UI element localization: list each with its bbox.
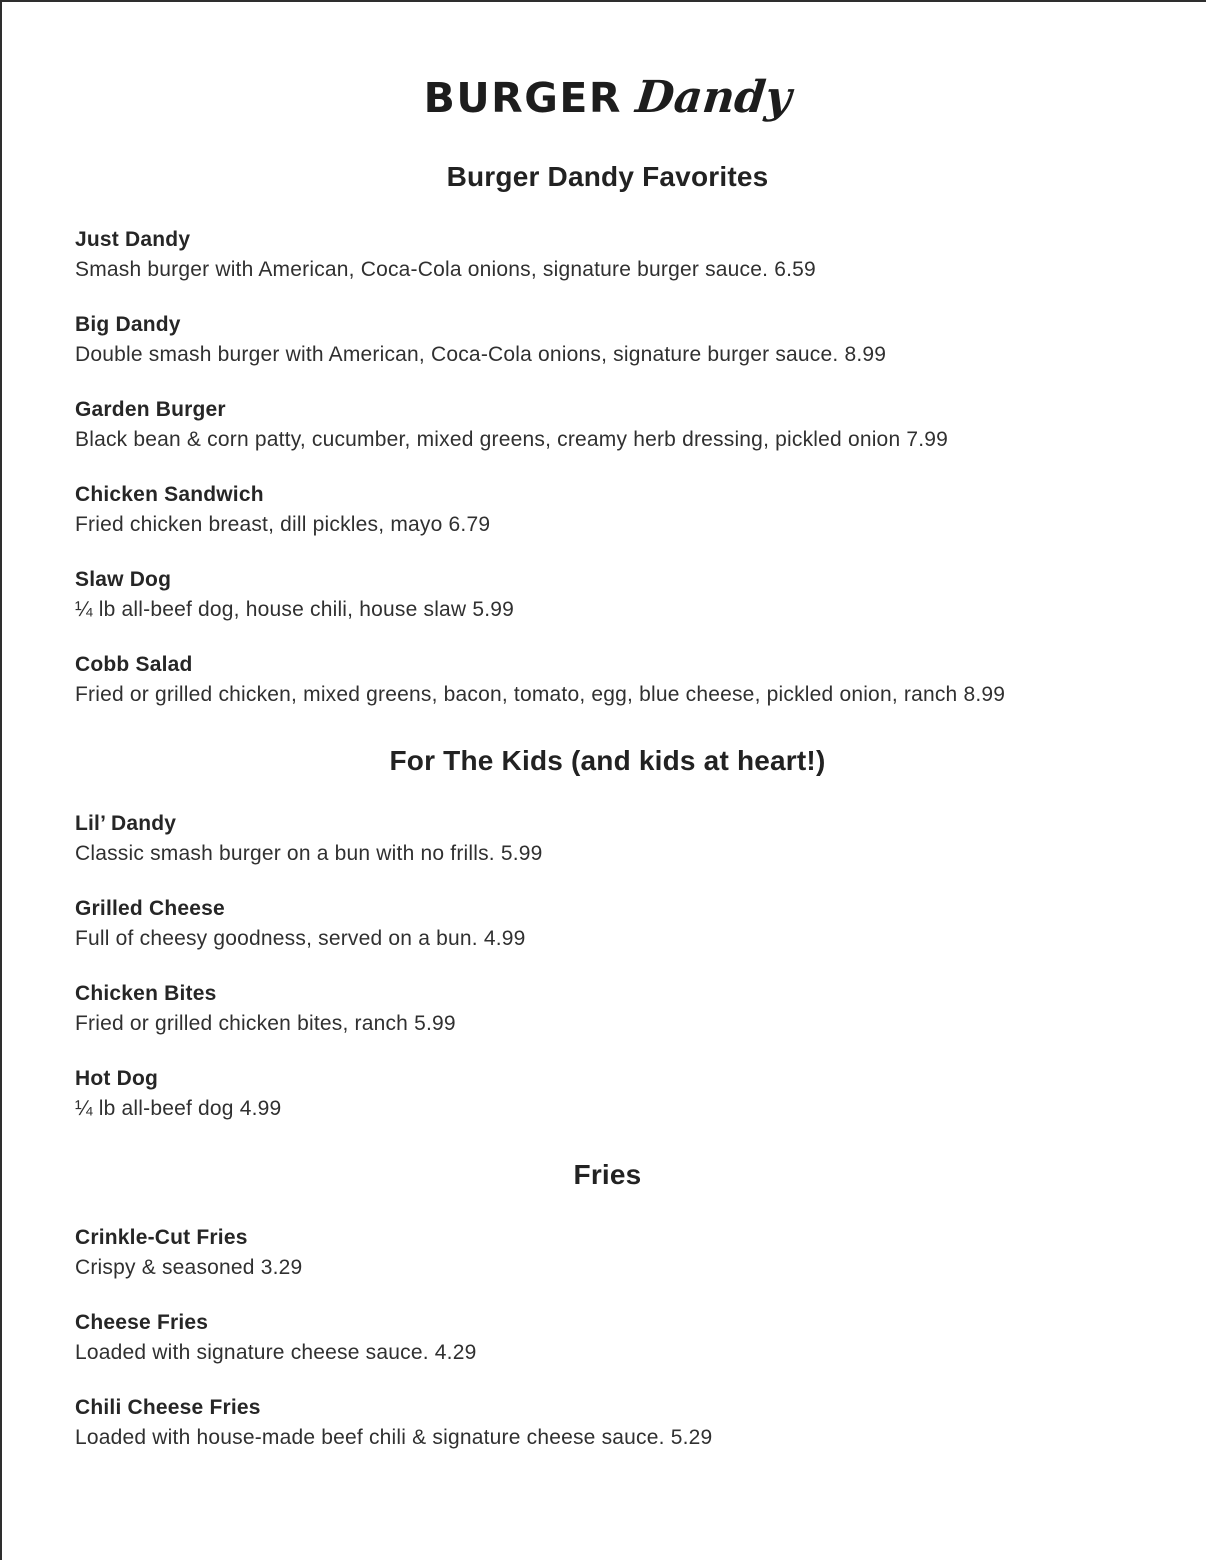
item-description-line xyxy=(75,1253,1140,1283)
item-description-line xyxy=(75,1338,1140,1368)
item-price: 4.29 xyxy=(434,1341,477,1364)
item-price: 5.99 xyxy=(472,598,515,621)
item-price: 4.99 xyxy=(239,1097,282,1120)
item-name: Cobb Salad xyxy=(75,653,193,676)
restaurant-logo xyxy=(75,74,1140,132)
item-description-line xyxy=(75,839,1140,869)
item-price: 6.79 xyxy=(448,513,491,536)
section-favorites xyxy=(75,162,1140,710)
item-description: Fried chicken breast, dill pickles, mayo xyxy=(75,513,443,536)
item-price: 5.29 xyxy=(670,1426,713,1449)
item-name: Garden Burger xyxy=(75,398,226,421)
item-price: 5.99 xyxy=(414,1012,456,1035)
item-price: 3.29 xyxy=(260,1256,303,1279)
item-name: Grilled Cheese xyxy=(75,897,225,920)
item-description: Smash burger with American, Coca-Cola onions, signature burger sauce. xyxy=(75,258,769,281)
item-name: Crinkle-Cut Fries xyxy=(75,1226,248,1249)
logo-wordmark-burger: BURGER xyxy=(423,74,622,122)
item-name: Chili Cheese Fries xyxy=(75,1396,261,1419)
menu-item-chicken-sandwich xyxy=(75,480,1140,540)
item-description: Loaded with signature cheese sauce. xyxy=(75,1341,429,1364)
item-description: ¼ lb all-beef dog, house chili, house slaw xyxy=(75,598,467,621)
item-name: Just Dandy xyxy=(75,228,191,251)
section-kids xyxy=(75,746,1140,1124)
menu-item-slaw-dog xyxy=(75,565,1140,625)
item-description: Fried or grilled chicken, mixed greens, bacon, tomato, egg, blue cheese, pickled onion, ranch xyxy=(75,683,958,706)
menu-item-crinkle-cut-fries xyxy=(75,1223,1140,1283)
item-description-line xyxy=(75,680,1140,710)
item-description: ¼ lb all-beef dog xyxy=(75,1097,234,1120)
menu-item-chicken-bites xyxy=(75,979,1140,1039)
item-description-line xyxy=(75,255,1140,285)
item-description-line xyxy=(75,425,1140,455)
item-description-line xyxy=(75,595,1140,625)
item-price: 8.99 xyxy=(963,683,1006,706)
menu-page xyxy=(2,2,1206,1560)
menu-item-chili-cheese-fries xyxy=(75,1393,1140,1453)
menu-item-cobb-salad xyxy=(75,650,1140,710)
item-description-line xyxy=(75,340,1140,370)
menu-item-garden-burger xyxy=(75,395,1140,455)
item-description: Double smash burger with American, Coca-Cola onions, signature burger sauce. xyxy=(75,343,839,366)
item-name: Chicken Sandwich xyxy=(75,483,264,506)
section-title-kids: For The Kids (and kids at heart!) xyxy=(389,745,826,776)
item-price: 4.99 xyxy=(483,927,526,950)
item-price: 8.99 xyxy=(844,343,887,366)
item-name: Big Dandy xyxy=(75,313,181,336)
logo-wordmark-dandy: Dandy xyxy=(633,72,795,123)
section-fries xyxy=(75,1160,1140,1453)
item-description-line xyxy=(75,1423,1140,1453)
item-name: Chicken Bites xyxy=(75,982,217,1005)
item-description: Full of cheesy goodness, served on a bun. xyxy=(75,927,478,950)
item-description-line xyxy=(75,1009,1140,1039)
item-name: Cheese Fries xyxy=(75,1311,209,1334)
section-title-favorites: Burger Dandy Favorites xyxy=(446,161,769,192)
item-description: Classic smash burger on a bun with no frills. xyxy=(75,842,495,865)
item-price: 6.59 xyxy=(774,258,816,281)
item-price: 7.99 xyxy=(906,428,949,451)
item-name: Hot Dog xyxy=(75,1067,159,1090)
menu-item-big-dandy xyxy=(75,310,1140,370)
item-description: Crispy & seasoned xyxy=(75,1256,255,1279)
item-name: Lil’ Dandy xyxy=(75,812,177,835)
item-description: Black bean & corn patty, cucumber, mixed greens, creamy herb dressing, pickled onion xyxy=(75,428,901,451)
item-name: Slaw Dog xyxy=(75,568,172,591)
item-description: Loaded with house-made beef chili & signature cheese sauce. xyxy=(75,1426,665,1449)
item-description-line xyxy=(75,1094,1140,1124)
item-description: Fried or grilled chicken bites, ranch xyxy=(75,1012,409,1035)
item-price: 5.99 xyxy=(500,842,543,865)
menu-item-cheese-fries xyxy=(75,1308,1140,1368)
item-description-line xyxy=(75,510,1140,540)
menu-item-lil-dandy xyxy=(75,809,1140,869)
menu-item-grilled-cheese xyxy=(75,894,1140,954)
item-description-line xyxy=(75,924,1140,954)
menu-item-just-dandy xyxy=(75,225,1140,285)
section-title-fries: Fries xyxy=(573,1159,642,1190)
menu-item-hot-dog xyxy=(75,1064,1140,1124)
